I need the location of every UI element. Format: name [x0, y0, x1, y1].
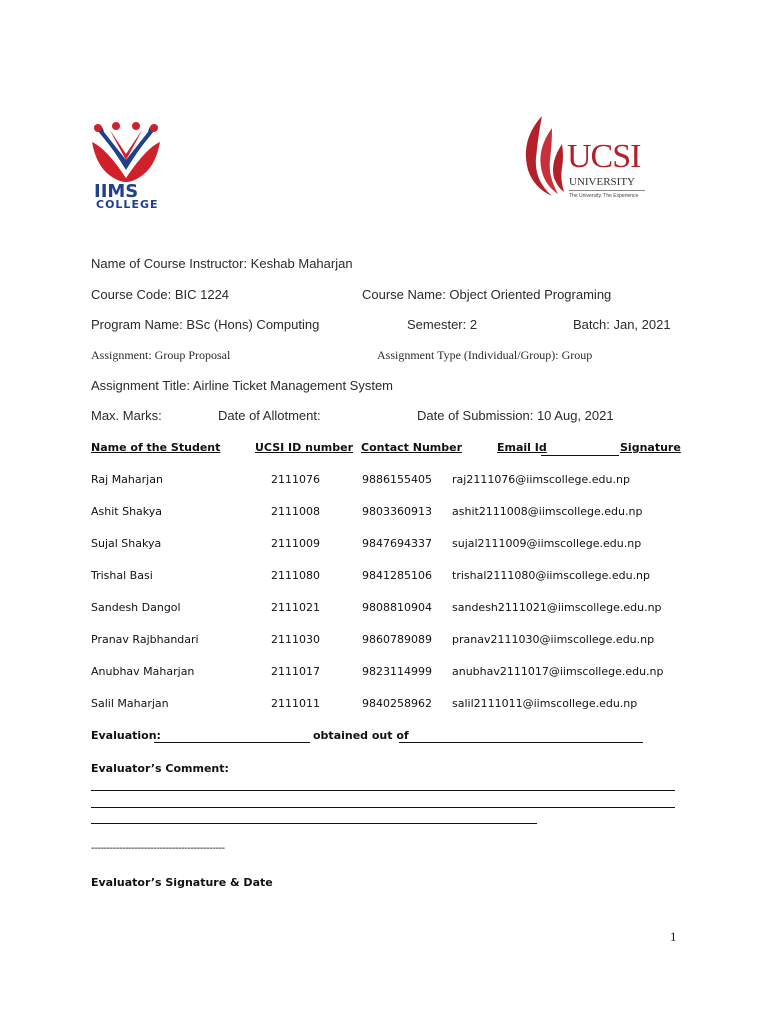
table-cell-id: 2111017: [271, 665, 320, 678]
table-cell-id: 2111021: [271, 601, 320, 614]
iims-logo-line1: IIMS: [94, 181, 139, 202]
table-cell-email: pranav2111030@iimscollege.edu.np: [452, 633, 655, 646]
table-cell-contact: 9886155405: [362, 473, 432, 486]
table-cell-email: trishal2111080@iimscollege.edu.np: [452, 569, 651, 582]
table-cell-name: Trishal Basi: [91, 569, 153, 582]
table-cell-email: sujal2111009@iimscollege.edu.np: [452, 537, 642, 550]
table-cell-email: ashit2111008@iimscollege.edu.np: [452, 505, 643, 518]
ucsi-logo-name: UCSI: [567, 138, 641, 175]
assignment-type: Assignment Type (Individual/Group): Group: [377, 348, 593, 362]
comment-line-3: [91, 823, 537, 824]
comment-line-1: [91, 790, 675, 791]
header-email-id: Email Id: [497, 441, 547, 454]
table-cell-contact: 9847694337: [362, 537, 432, 550]
table-cell-name: Salil Maharjan: [91, 697, 169, 710]
header-signature: Signature: [620, 441, 681, 454]
table-cell-email: sandesh2111021@iimscollege.edu.np: [452, 601, 662, 614]
evaluator-comment-label: Evaluator’s Comment:: [91, 762, 229, 775]
table-cell-email: raj2111076@iimscollege.edu.np: [452, 473, 630, 486]
table-cell-email: anubhav2111017@iimscollege.edu.np: [452, 665, 664, 678]
ucsi-logo-subtitle: UNIVERSITY: [569, 176, 635, 188]
semester: Semester: 2: [407, 317, 478, 332]
header-gap-underline: [541, 455, 619, 456]
table-cell-contact: 9823114999: [362, 665, 432, 678]
table-cell-contact: 9860789089: [362, 633, 432, 646]
page-number: 1: [670, 929, 677, 944]
table-cell-id: 2111030: [271, 633, 320, 646]
table-cell-id: 2111008: [271, 505, 320, 518]
ucsi-logo-rule: [569, 190, 645, 191]
date-of-allotment: Date of Allotment:: [218, 408, 321, 423]
ucsi-logo-tagline: The University. The Experience: [569, 193, 639, 199]
evaluator-signature-label: Evaluator’s Signature & Date: [91, 876, 273, 889]
header-contact-number: Contact Number: [361, 441, 463, 454]
table-cell-name: Pranav Rajbhandari: [91, 633, 199, 646]
evaluation-total-line: [399, 742, 643, 743]
course-code: Course Code: BIC 1224: [91, 287, 230, 302]
batch: Batch: Jan, 2021: [573, 317, 671, 332]
course-name: Course Name: Object Oriented Programing: [362, 287, 612, 302]
evaluation-label: Evaluation:: [91, 729, 161, 742]
table-cell-name: Raj Maharjan: [91, 473, 163, 486]
table-cell-contact: 9840258962: [362, 697, 432, 710]
evaluation-score-line: [154, 742, 310, 743]
table-cell-name: Anubhav Maharjan: [91, 665, 195, 678]
program-name: Program Name: BSc (Hons) Computing: [91, 317, 320, 332]
signature-dash-line: -------------------------------------------: [91, 843, 225, 854]
table-cell-contact: 9808810904: [362, 601, 432, 614]
table-cell-name: Sujal Shakya: [91, 537, 162, 550]
table-cell-id: 2111011: [271, 697, 320, 710]
table-cell-name: Ashit Shakya: [91, 505, 163, 518]
comment-line-2: [91, 807, 675, 808]
table-cell-contact: 9841285106: [362, 569, 432, 582]
header-student-name: Name of the Student: [91, 441, 221, 454]
course-instructor: Name of Course Instructor: Keshab Maharjan: [91, 256, 353, 271]
max-marks: Max. Marks:: [91, 408, 162, 423]
date-of-submission: Date of Submission: 10 Aug, 2021: [417, 408, 614, 423]
table-cell-id: 2111009: [271, 537, 320, 550]
header-ucsi-id: UCSI ID number: [255, 441, 353, 454]
iims-logo-line2: COLLEGE: [96, 198, 159, 211]
table-cell-email: salil2111011@iimscollege.edu.np: [452, 697, 638, 710]
assignment: Assignment: Group Proposal: [91, 348, 231, 362]
assignment-title: Assignment Title: Airline Ticket Management System: [91, 378, 394, 393]
table-cell-id: 2111076: [271, 473, 320, 486]
table-cell-id: 2111080: [271, 569, 320, 582]
evaluation-obtained-label: obtained out of: [313, 729, 409, 742]
table-cell-contact: 9803360913: [362, 505, 432, 518]
table-cell-name: Sandesh Dangol: [91, 601, 181, 614]
